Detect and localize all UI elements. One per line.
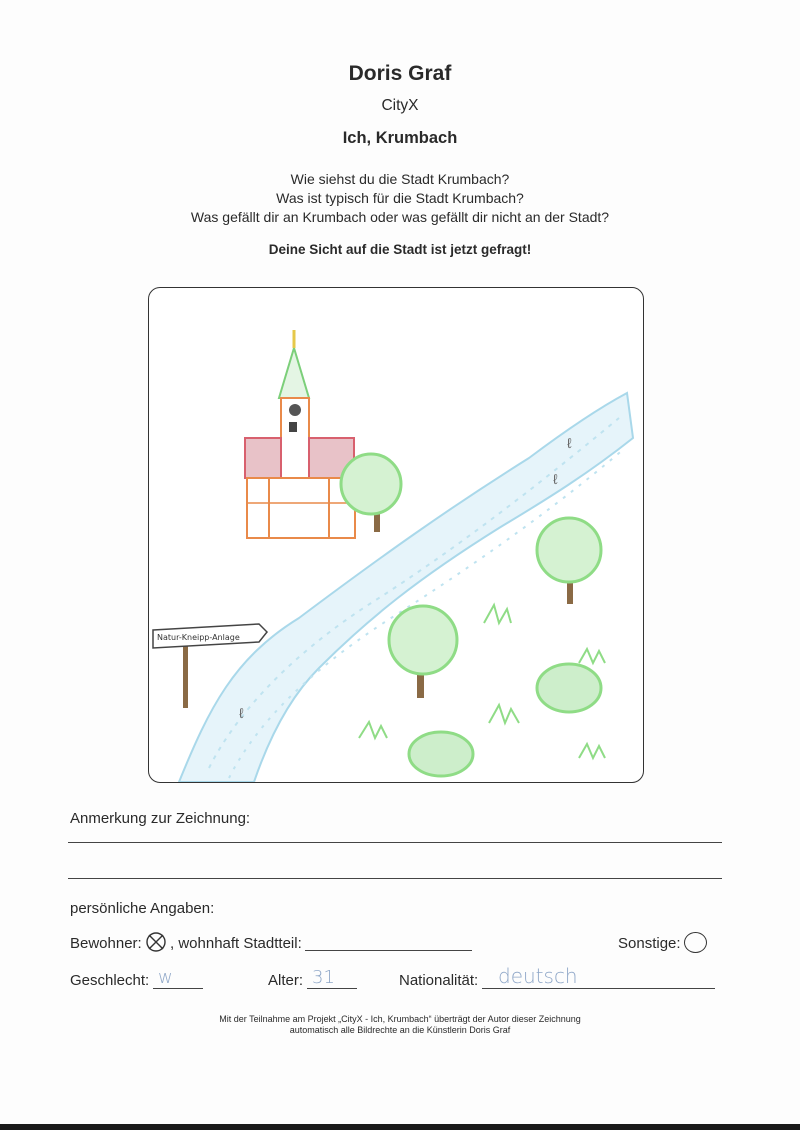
- tree-2: [537, 518, 601, 604]
- other-checkbox[interactable]: [684, 932, 707, 953]
- resident-label: Bewohner:: [70, 935, 142, 952]
- sign-label: Natur-Kneipp-Anlage: [157, 633, 240, 642]
- nationality-value: deutsch: [498, 964, 578, 988]
- gender-value: w: [158, 967, 173, 988]
- district-field[interactable]: [305, 950, 472, 951]
- fish-2: ℓ: [553, 471, 558, 487]
- resident-checkbox[interactable]: [145, 931, 165, 951]
- page-subtitle: Ich, Krumbach: [342, 129, 458, 147]
- question-1: Wie siehst du die Stadt Krumbach?: [290, 171, 510, 187]
- bush-1: [537, 664, 601, 712]
- remark-line-2: [68, 878, 722, 879]
- remark-line-1: [68, 842, 722, 843]
- bush-2: [409, 732, 473, 776]
- question-3: Was gefällt dir an Krumbach oder was gefällt dir nicht an der Stadt?: [190, 209, 610, 225]
- fish-3: ℓ: [239, 705, 244, 721]
- gender-label: Geschlecht:: [70, 972, 150, 989]
- nationality-label: Nationalität:: [399, 972, 479, 989]
- footer-line-2: automatisch alle Bildrechte an die Künstlerin Doris Graf: [289, 1025, 511, 1035]
- footer-notice: [0, 1014, 800, 1036]
- district-label: , wohnhaft Stadtteil:: [170, 935, 302, 952]
- drawing-frame: [148, 287, 644, 783]
- remark-label: Anmerkung zur Zeichnung:: [70, 810, 251, 827]
- church: [245, 330, 355, 538]
- scan-edge: [0, 1124, 800, 1130]
- fish-1: ℓ: [567, 435, 572, 451]
- age-field[interactable]: [307, 988, 357, 989]
- author-name: Doris Graf: [348, 62, 452, 85]
- call-to-action: Deine Sicht auf die Stadt ist jetzt gefragt!: [268, 242, 532, 257]
- other-label: Sonstige:: [618, 935, 681, 952]
- age-value: 31: [312, 967, 335, 988]
- gender-field[interactable]: [153, 988, 203, 989]
- nationality-field[interactable]: [482, 988, 715, 989]
- age-label: Alter:: [268, 972, 304, 989]
- tree-3: [389, 606, 457, 698]
- drawing-canvas: [149, 288, 643, 782]
- project-name: CityX: [381, 97, 419, 114]
- question-2: Was ist typisch für die Stadt Krumbach?: [276, 190, 524, 206]
- footer-line-1: Mit der Teilnahme am Projekt „CityX - Ich, Krumbach“ überträgt der Autor dieser Zeichnung: [219, 1014, 581, 1024]
- personal-label: persönliche Angaben:: [70, 900, 215, 917]
